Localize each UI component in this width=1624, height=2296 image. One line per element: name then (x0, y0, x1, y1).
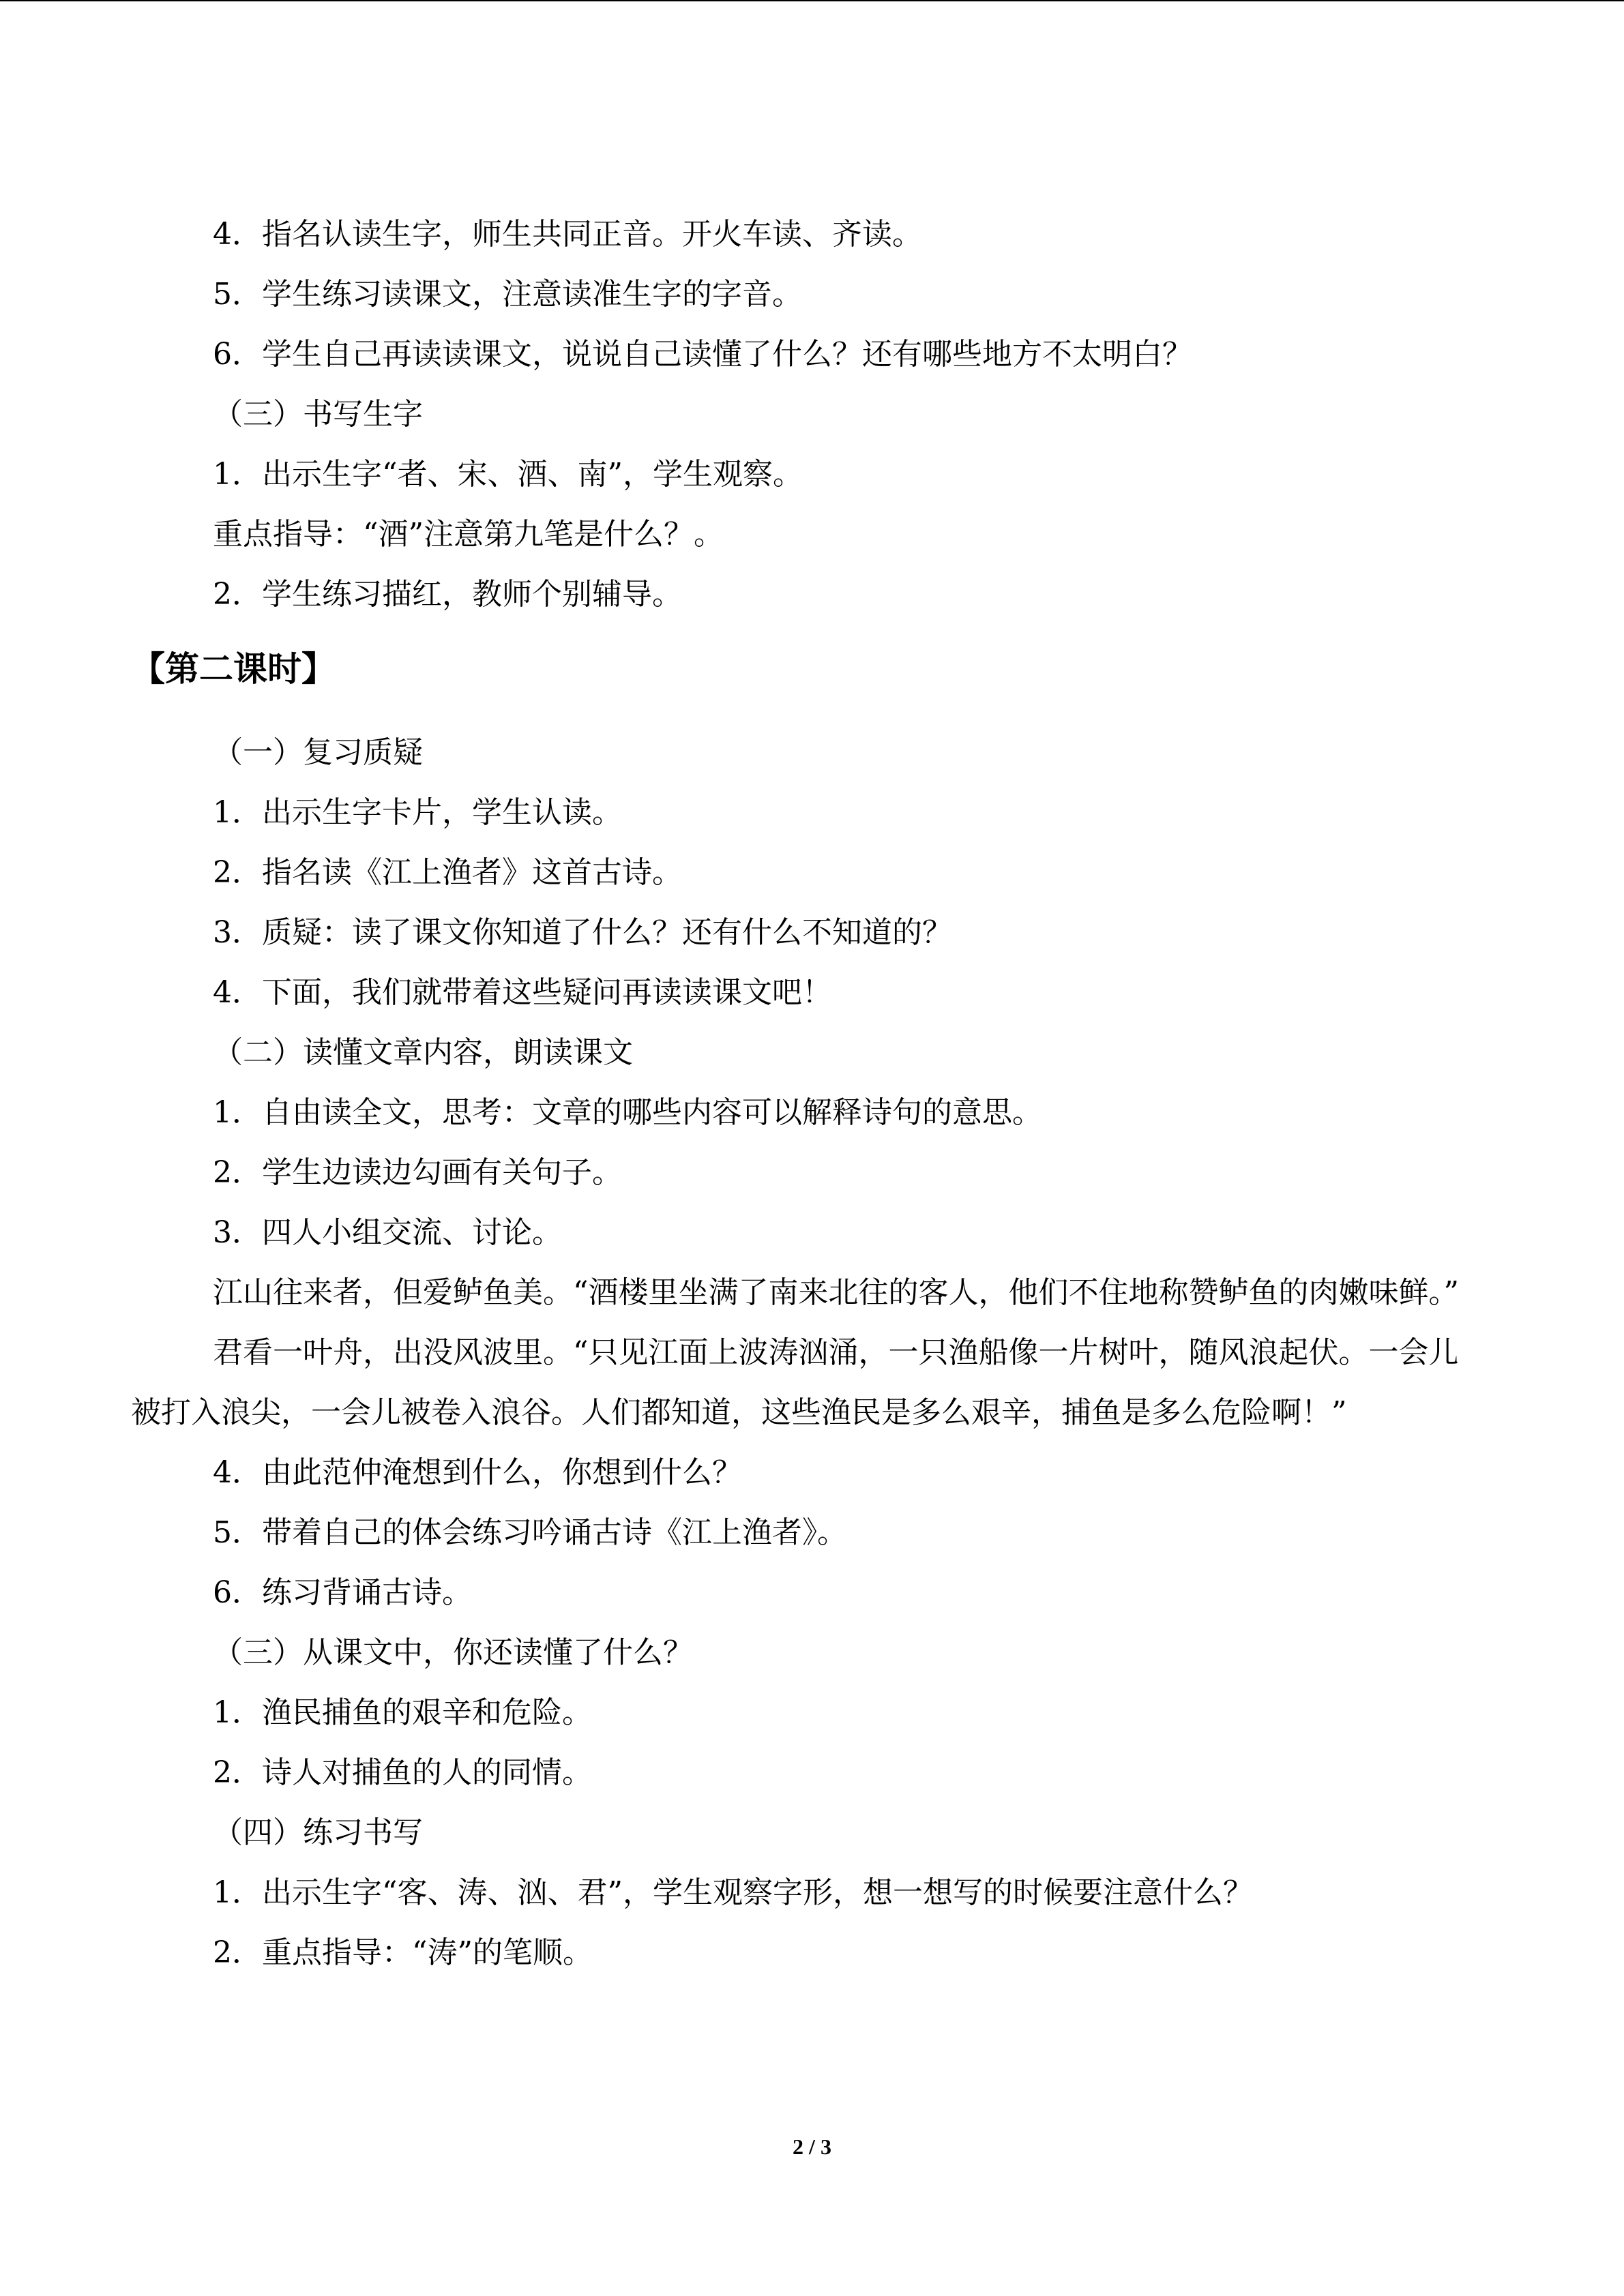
text-line: 2．重点指导：“涛”的笔顺。 (213, 1935, 593, 1970)
text-line: 4．下面，我们就带着这些疑问再读读课文吧！ (213, 975, 832, 1010)
text-line: 3．四人小组交流、讨论。 (213, 1215, 562, 1250)
page-number: 2 / 3 (793, 2134, 831, 2159)
text-line: 6．学生自己再读读课文，说说自己读懂了什么？还有哪些地方不太明白？ (213, 337, 1192, 372)
text-line: 3．质疑：读了课文你知道了什么？还有什么不知道的？ (213, 915, 952, 950)
text-line: 1．出示生字“客、涛、汹、君”，学生观察字形，想一想写的时候要注意什么？ (213, 1875, 1253, 1910)
section-title: （三）书写生字 (213, 397, 423, 432)
section-title: （一）复习质疑 (213, 735, 423, 770)
document-body (131, 205, 1488, 1983)
section-title: （四）练习书写 (213, 1815, 423, 1850)
text-line: 2．学生练习描红，教师个别辅导。 (213, 577, 682, 612)
text-line: 重点指导：“酒”注意第九笔是什么？。 (213, 517, 724, 552)
text-line: 5．带着自己的体会练习吟诵古诗《江上渔者》。 (213, 1515, 847, 1550)
text-line: 1．出示生字“者、宋、酒、南”，学生观察。 (213, 457, 803, 492)
text-line: 2．诗人对捕鱼的人的同情。 (213, 1755, 592, 1790)
section-title: （三）从课文中，你还读懂了什么？ (213, 1635, 693, 1670)
text-line: 6．练习背诵古诗。 (213, 1575, 472, 1610)
poem-explanation-paragraph: 江山往来者，但爱鲈鱼美。“酒楼里坐满了南来北往的客人，他们不住地称赞鲈鱼的肉嫩味鲜。” (213, 1275, 1459, 1310)
text-line: 4．由此范仲淹想到什么，你想到什么？ (213, 1455, 742, 1490)
top-border-line (0, 0, 1624, 1)
text-line: 1．自由读全文，思考：文章的哪些内容可以解释诗句的意思。 (213, 1095, 1042, 1130)
lesson-heading: 【第二课时】 (131, 649, 336, 689)
text-line: 4．指名认读生字，师生共同正音。开火车读、齐读。 (213, 217, 922, 252)
poem-explanation-paragraph: 君看一叶舟，出没风波里。“只见江面上波涛汹涌，一只渔船像一片树叶，随风浪起伏。一会儿被打入浪尖，一会儿被卷入浪谷。人们都知道，这些渔民是多么艰辛，捕鱼是多么危险啊！” (131, 1335, 1459, 1430)
section-title: （二）读懂文章内容，朗读课文 (213, 1035, 633, 1070)
text-line: 2．指名读《江上渔者》这首古诗。 (213, 855, 682, 890)
text-line: 1．出示生字卡片，学生认读。 (213, 795, 622, 830)
text-line: 1．渔民捕鱼的艰辛和危险。 (213, 1695, 592, 1730)
text-line: 2．学生边读边勾画有关句子。 (213, 1155, 622, 1190)
text-line: 5．学生练习读课文，注意读准生字的字音。 (213, 277, 802, 312)
